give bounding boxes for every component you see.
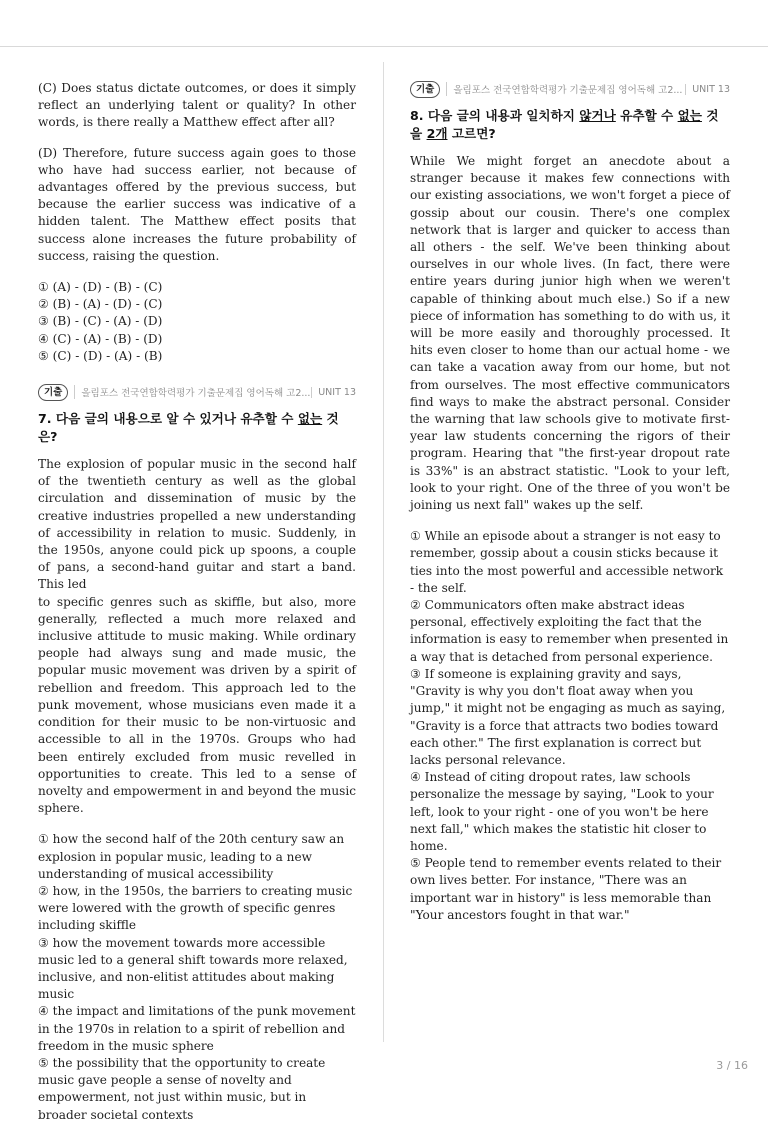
passage-paragraph-c: (C) Does status dictate outcomes, or does it simply reflect an underlying talent or quality? In other words, is there really a Matthew effect after all? <box>38 81 356 130</box>
choice-3[interactable]: ③ how the movement towards more accessible music led to a general shift towards more relaxed, inclusive, and non-elitist attitudes about making music <box>38 935 348 1002</box>
question-7-header <box>38 383 356 401</box>
source-label: 올림포스 전국연합학력평가 기출문제집 영어독해 고2... <box>74 385 311 399</box>
choice-2[interactable]: ② how, in the 1950s, the barriers to creating music were lowered with the growth of specific genres including skiffle <box>38 883 353 933</box>
question-7-choices <box>38 831 356 1123</box>
order-option-4[interactable]: ④ (C) - (A) - (B) - (D) <box>38 331 163 346</box>
order-option-5[interactable]: ⑤ (C) - (D) - (A) - (B) <box>38 348 163 363</box>
order-option-2[interactable]: ② (B) - (A) - (D) - (C) <box>38 297 163 312</box>
exam-badge: 기출 <box>38 384 68 401</box>
choice-1[interactable]: ① While an episode about a stranger is not easy to remember, gossip about a cousin sticks because it ties into the most powerful and accessible network - the self. <box>410 529 724 595</box>
question-7-passage-1: The explosion of popular music in the second half of the twentieth century as well as the global circulation and dissemination of music by the creative industries propelled a new understanding of accessibility in relation to music. Suddenly, in the 1950s, anyone could pick up spoons, a couple of pans, a second-hand guitar and start a band. This led <box>38 457 356 592</box>
choice-4[interactable]: ④ the impact and limitations of the punk movement in the 1970s in relation to a spirit of rebellion and freedom in the music sphere <box>38 1004 356 1053</box>
title-part: 7. 다음 글의 내용으로 알 수 있거나 유추할 수 <box>38 411 298 427</box>
source-label: 올림포스 전국연합학력평가 기출문제집 영어독해 고2... <box>446 82 685 96</box>
header-rule <box>0 46 768 47</box>
title-part: 것은? <box>38 411 339 445</box>
title-part: 고르면? <box>447 126 496 141</box>
order-option-1[interactable]: ① (A) - (D) - (B) - (C) <box>38 280 163 295</box>
page-number: 3 / 16 <box>716 1059 748 1072</box>
title-underlined: 않거나 <box>579 108 616 123</box>
question-8-title <box>410 107 730 143</box>
title-part: 유추할 수 <box>615 108 678 123</box>
column-divider <box>383 62 384 1042</box>
question-8-header <box>410 80 730 98</box>
question-7-passage-2: to specific genres such as skiffle, but also, more generally, reflected a much more relaxed and inclusive attitude to music making. While ordinary people had always sung and made music, the popular music movement was driven by a spirit of rebellion and freedom. This approach led to the punk movement, whose musicians even made it a condition for their music to be non-virtuosic and accessible to all in the 1970s. Groups who had been entirely excluded from music revelled in opportunities to create. This led to a sense of novelty and empowerment in and beyond the music sphere. <box>38 594 356 816</box>
right-column <box>410 80 730 924</box>
choice-1[interactable]: ① how the second half of the 20th century saw an explosion in popular music, leading to a new understanding of musical accessibility <box>38 832 345 881</box>
order-options <box>38 279 356 365</box>
question-7 <box>38 383 356 1124</box>
title-part: 8. 다음 글의 내용과 일치하지 <box>410 108 580 123</box>
left-column <box>38 80 356 1124</box>
order-option-3[interactable]: ③ (B) - (C) - (A) - (D) <box>38 314 163 329</box>
title-underlined: 2개 <box>426 126 448 141</box>
question-8-choices <box>410 528 730 924</box>
question-7-title <box>38 410 356 446</box>
unit-label: UNIT 13 <box>311 387 356 398</box>
unit-label: UNIT 13 <box>685 84 730 95</box>
passage-paragraph-d: (D) Therefore, future success again goes to those who have had success earlier, not because of advantages offered by the previous success, but because the earlier success was indicative of a hidden talent. The Matthew effect posits that success alone increases the future probability of success, raising the question. <box>38 145 356 263</box>
choice-3[interactable]: ③ If someone is explaining gravity and says, "Gravity is why you don't float away when you jump," it might not be engaging as much as saying, "Gravity is a force that attracts two bodies toward each other." The first explanation is correct but lacks personal relevance. <box>410 666 726 767</box>
title-underlined: 없는 <box>297 411 323 427</box>
question-8-passage: While We might forget an anecdote about a stranger because it makes few connections with our existing associations, we won't forget a piece of gossip about our cousin. There's one complex network that is larger and quicker to access than all others - the self. We've been thinking about ourselves in our whole lives. (In fact, there were entire years during junior high when we weren't capable of thinking about much else.) So if a new piece of information has something to do with us, it will be more easily and thoroughly processed. It hits even closer to home than our actual home - we can take a vacation away from our home, but not from ourselves. The most effective communicators find ways to make the abstract personal. Consider the warning that law schools give to motivate first-year law students concerning the rigors of their program. Hearing that "the first-year dropout rate is 33%" is an abstract statistic. "Look to your left, look to your right. One of the three of you won't be joining us next fall" wakes up the self. <box>410 154 730 513</box>
title-underlined: 없는 <box>677 108 702 123</box>
choice-4[interactable]: ④ Instead of citing dropout rates, law schools personalize the message by saying, "Look to your left, look to your right - one of you won't be here next fall," which makes the statistic hit closer to home. <box>410 770 714 853</box>
title-part: 것을 <box>410 108 719 141</box>
choice-5[interactable]: ⑤ the possibility that the opportunity to create music gave people a sense of novelty and empowerment, not just within music, but in broader societal contexts <box>38 1055 326 1122</box>
choice-5[interactable]: ⑤ People tend to remember events related to their own lives better. For instance, "There was an important war in history" is less memorable than "Your ancestors fought in that war." <box>410 856 722 922</box>
choice-2[interactable]: ② Communicators often make abstract ideas personal, effectively exploiting the fact that the information is easy to remember when presented in a way that is detached from personal experience. <box>410 598 729 664</box>
exam-badge: 기출 <box>410 81 440 98</box>
